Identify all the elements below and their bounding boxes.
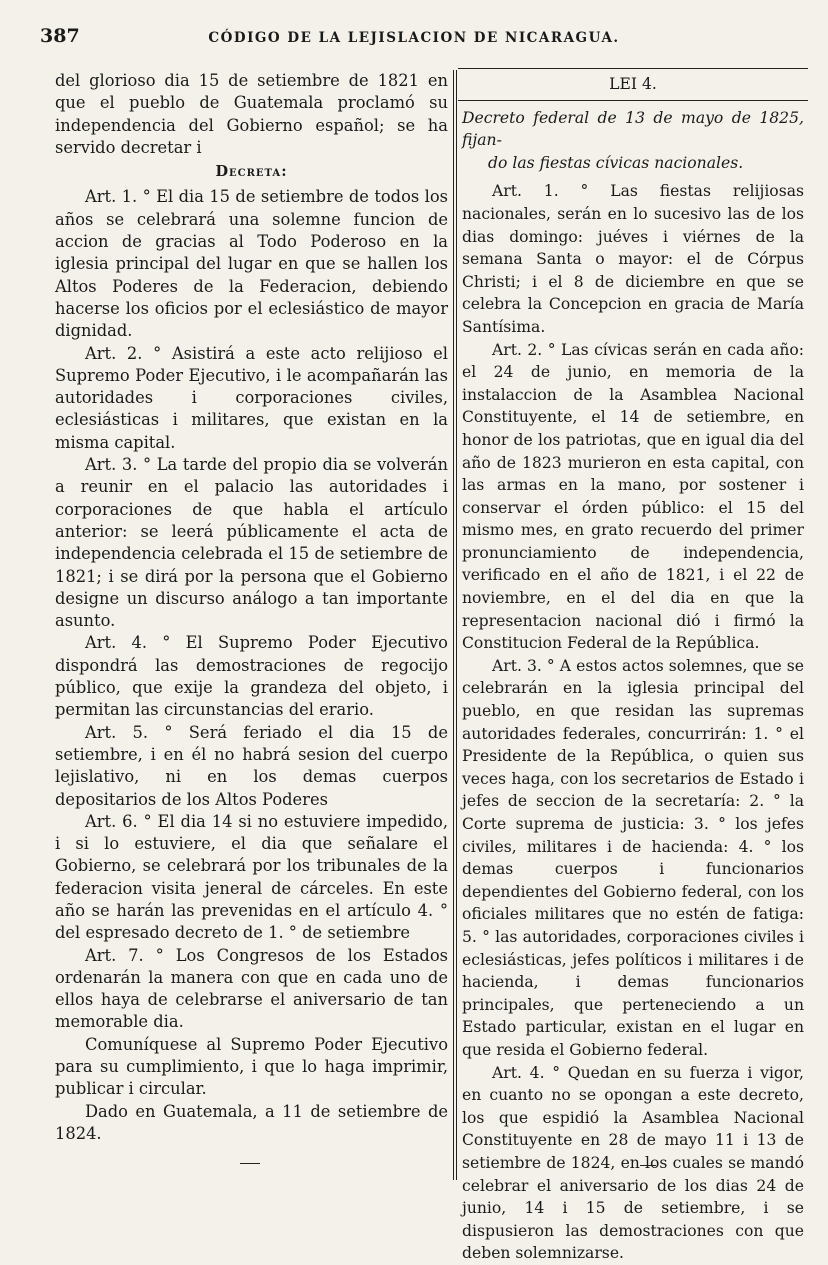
decreta-heading: Decreta: xyxy=(215,163,288,181)
decree-title-line-2: do las fiestas cívicas nacionales. xyxy=(488,153,744,172)
left-article-5: Art. 5. ° Será feriado el dia 15 de setiembre, i en él no habrá sesion del cuerpo lejislativo, ni en los demas cuerpos depositarios de los Altos Poderes xyxy=(55,722,448,809)
decree-title-line-1: Decreto federal de 13 de mayo de 1825, fijan- xyxy=(462,108,804,150)
running-title: CÓDIGO DE LA LEJISLACION DE NICARAGUA. xyxy=(208,30,620,46)
law-title-rule xyxy=(458,100,808,101)
intro-paragraph: del glorioso dia 15 de setiembre de 1821 en que el pueblo de Guatemala proclamó su independencia del Gobierno español; se ha servido decretar i xyxy=(55,71,448,157)
left-column xyxy=(55,70,448,1170)
right-article-1: Art. 1. ° Las fiestas relijiosas nacionales, serán en lo sucesivo las de los dias domingo: juéves i viérnes de la semana Santa o mayor: el de Córpus Christi; i el 8 de diciembre en que se celebra la Concepcion en gracia de María Santísima. xyxy=(462,182,804,336)
dated-line: Dado en Guatemala, a 11 de setiembre de 1824. xyxy=(55,1101,448,1143)
end-rule-left xyxy=(240,1163,260,1164)
left-article-7: Art. 7. ° Los Congresos de los Estados ordenarán la manera con que en cada uno de ellos haya de celebrarse el aniversario de tan memorable dia. xyxy=(55,945,448,1032)
right-column-top-rule xyxy=(458,68,808,69)
page-header xyxy=(40,25,788,51)
left-article-6: Art. 6. ° El dia 14 si no estuviere impedido, i si lo estuviere, el dia que señalare el Gobierno, se celebrará por los tribunales de la federacion visita jeneral de cárceles. En este año se harán las prevenidas en el artículo 4. ° del espresado decreto de 1. ° de setiembre xyxy=(55,811,448,943)
right-article-4: Art. 4. ° Quedan en su fuerza i vigor, en cuanto no se opongan a este decreto, los que espidió la Asamblea Nacional Constituyente en 28 de mayo 11 i 13 de setiembre de 1824, en los cuales se mandó celebrar el aniversario de los dias 24 de junio, 14 i 15 de setiembre, i se dispusieron las demostraciones con que deben solemnizarse. xyxy=(462,1063,804,1263)
left-article-2: Art. 2. ° Asistirá a este acto relijioso el Supremo Poder Ejecutivo, i le acompañarán las autoridades i corporaciones civiles, eclesiásticas i militares, que existan en la misma capital. xyxy=(55,343,448,452)
decree-title xyxy=(462,107,804,175)
left-article-1: Art. 1. ° El dia 15 de setiembre de todos los años se celebrará una solemne funcion de accion de gracias al Todo Poderoso en la iglesia principal del lugar en que se hallen los Altos Poderes de la Federacion, debiendo hacerse los oficios por el eclesiástico de mayor dignidad. xyxy=(55,187,448,341)
right-column xyxy=(462,70,804,1263)
right-article-2: Art. 2. ° Las cívicas serán en cada año: el 24 de junio, en memoria de la instalaccion de la Asamblea Nacional Constituyente, el 14 de setiembre, en honor de los patriotas, que en igual dia del año de 1823 murieron en esta capital, con las armas en la mano, por sostener i conservar el órden público: el 15 del mismo mes, en grato recuerdo del primer pronunciamiento de independencia, verificado en el año de 1821, i el 22 de noviembre, en el del dia en que la representacion nacional dió i firmó la Constitucion Federal de la República. xyxy=(462,340,804,653)
page-number: 387 xyxy=(40,25,80,47)
closing-paragraph: Comuníquese al Supremo Poder Ejecutivo para su cumplimiento, i que lo haga imprimir, publicar i circular. xyxy=(55,1034,448,1099)
column-divider-double xyxy=(456,70,457,1180)
law-title: LEI 4. xyxy=(609,75,657,93)
left-article-3: Art. 3. ° La tarde del propio dia se volverán a reunir en el palacio las autoridades i corporaciones de que habla el artículo anterior: se leerá públicamente el acta de independencia celebrada el 15 de setiembre de 1821; i se dirá por la persona que el Gobierno designe un discurso análogo a tan importante asunto. xyxy=(55,455,448,631)
right-article-3: Art. 3. ° A estos actos solemnes, que se celebrarán en la iglesia principal del pueblo, en que residan las supremas autoridades federales, concurrirán: 1. ° el Presidente de la República, o quien sus veces haga, con los secretarios de Estado i jefes de seccion de la secretaría: 2. ° la Corte suprema de justicia: 3. ° los jefes civiles, militares i de hacienda: 4. ° los demas cuerpos i funcionarios dependientes del Gobierno federal, con los oficiales militares que no estén de fatiga: 5. ° las autoridades, corporaciones civiles i eclesiásticas, jefes políticos i militares i de hacienda, i demas funcionarios principales, que perteneciendo a un Estado particular, existan en el lugar en que resida el Gobierno federal. xyxy=(462,656,804,1059)
column-divider xyxy=(453,70,454,1180)
end-rule-right xyxy=(640,1165,656,1166)
left-article-4: Art. 4. ° El Supremo Poder Ejecutivo dispondrá las demostraciones de regocijo público, que exije la grandeza del objeto, i permitan las circunstancias del erario. xyxy=(55,633,448,720)
